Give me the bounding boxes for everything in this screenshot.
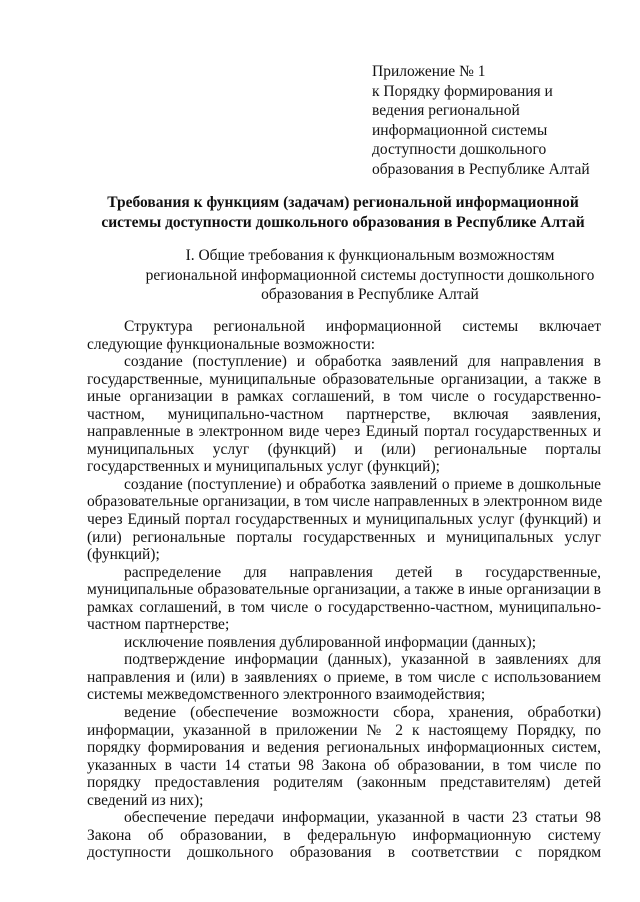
body-line: подтверждение информации (данных), указанной в заявлениях для [124,651,601,669]
body-line: следующие функциональные возможности: [87,335,376,353]
title-line: Требования к функциям (задачам) региональной информационной [107,194,579,211]
body-line: иные организации в рамках соглашений, в том числе о государственно- [87,388,601,406]
body-line: создание (поступление) и обработка заявлений о приеме в дошкольные [124,475,601,493]
title-line: системы доступности дошкольного образования в Республике Алтай [101,214,585,231]
body-line: порядку формирования и ведения региональных информационных систем, [87,739,601,757]
body-line: рамках соглашений, в том числе о государственно-частном, муниципально- [87,598,601,616]
body-line: информации, указанной в приложении № 2 к настоящему Порядку, по [87,721,601,739]
body-line: (функций); [87,546,160,564]
appendix-line: Приложение № 1 [372,63,486,80]
appendix-line: к Порядку формирования и [372,82,553,100]
appendix-line: образования в Республике Алтай [372,160,590,178]
body-line: муниципальные образовательные организации, а также в иные организации в [87,581,601,599]
body-line: обеспечение передачи информации, указанной в части 23 статьи 98 [124,809,601,827]
appendix-line: информационной системы [372,121,548,139]
body-line: создание (поступление) и обработка заявлений для направления в [124,353,601,371]
body-line: (или) региональные порталы государственных и муниципальных услуг [87,528,601,546]
body-line: порядку предоставления родителям (законным представителям) детей [87,774,601,792]
appendix-header [372,62,612,180]
body-line: государственных и муниципальных услуг (функций); [87,458,440,476]
body-line: указанных в части 14 статьи 98 Закона об образовании, в том числе по [87,756,601,774]
body-line: системы межведомственного электронного взаимодействия; [87,686,486,704]
body-line: ведение (обеспечение возможности сбора, хранения, обработки) [124,704,601,722]
body-line: частном, муниципально-частном партнерстве, включая заявления, [87,405,601,423]
body-line: Структура региональной информационной системы включает [124,318,601,335]
body-line: через Единый портал государственных и муниципальных услуг (функций) и [87,511,601,529]
body-line: государственные, муниципальные образовательные организации, а также в [87,370,601,388]
body-line: образовательные организации, в том числе направленных в электронном виде [87,493,603,511]
section-heading-line: региональной информационной системы доступности дошкольного [145,266,595,284]
body-line: исключение появления дублированной информации (данных); [124,633,537,651]
document-title [60,193,626,233]
body-line: доступности дошкольного образования в соответствии с порядком [87,844,601,862]
section-heading-line: образования в Республике Алтай [261,286,479,303]
body-line: частном партнерстве; [87,616,230,634]
section-heading-line: I. Общие требования к функциональным возможностям [185,247,555,264]
body-line: сведений из них); [87,791,204,809]
body-line: муниципальных услуг (функций) и (или) региональные порталы [87,440,601,458]
section-heading [110,246,630,305]
appendix-line: доступности дошкольного [372,141,547,159]
body-line: направления и (или) в заявлениях о приеме, в том числе с использованием [87,668,601,686]
appendix-line: ведения региональной [372,102,520,120]
body-line: Закона об образовании, в федеральную информационную систему [87,826,601,844]
body-line: направленные в электронном виде через Единый портал государственных и [87,423,601,441]
body-text [87,318,601,862]
body-line: распределение для направления детей в государственные, [124,563,601,581]
